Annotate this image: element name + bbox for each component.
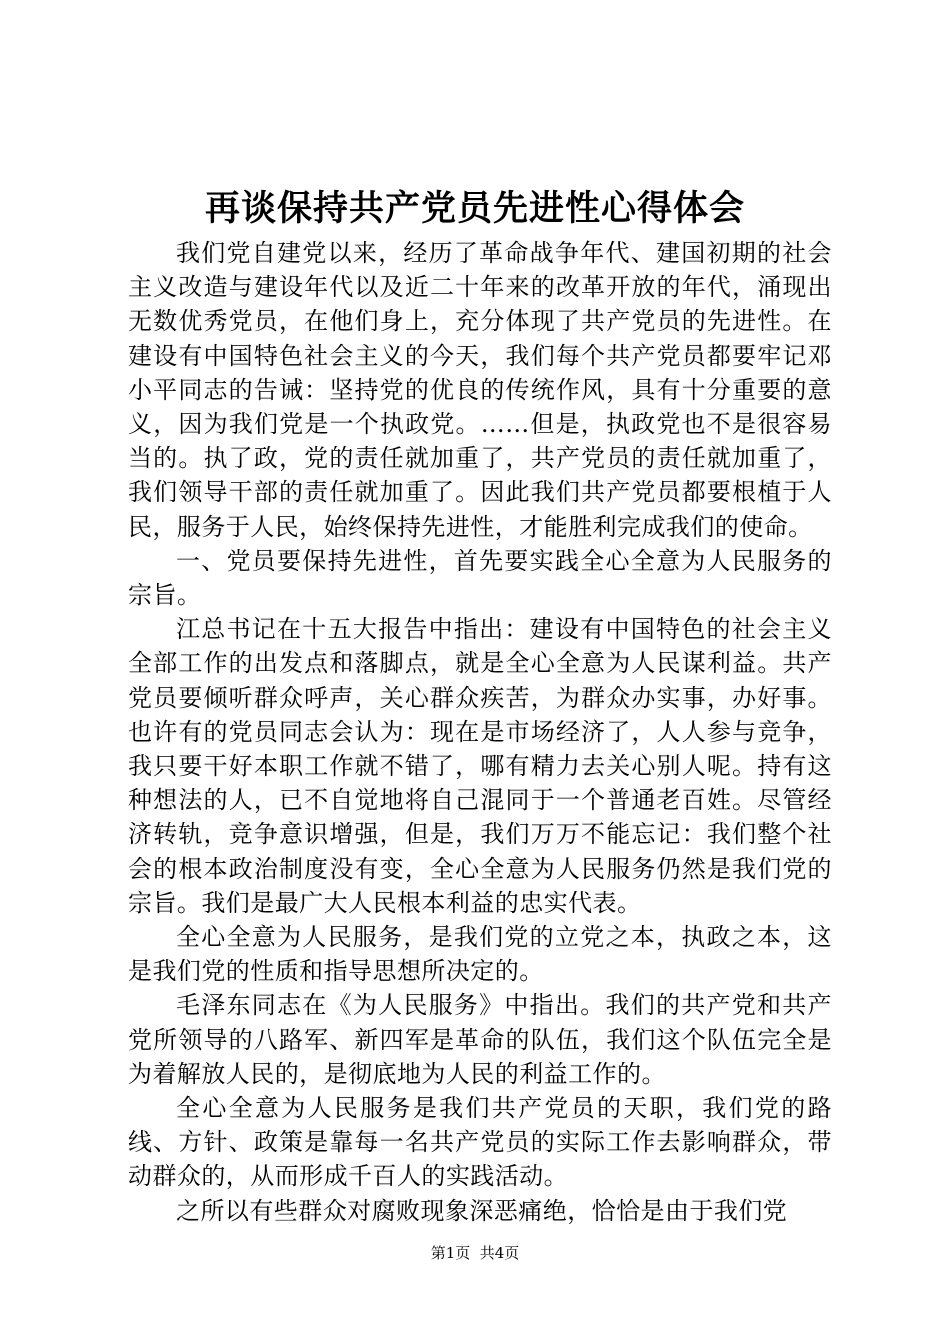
paragraph: 全心全意为人民服务，是我们党的立党之本，执政之本，这是我们党的性质和指导思想所决定的。 xyxy=(128,923,832,986)
paragraph: 之所以有些群众对腐败现象深恶痛绝，恰恰是由于我们党 xyxy=(176,1196,788,1225)
page-number-footer: 第1页 共4页 xyxy=(430,1244,520,1262)
document-title: 再谈保持共产党员先进性心得体会 xyxy=(204,188,745,229)
paragraph: 毛泽东同志在《为人民服务》中指出。我们的共产党和共产党所领导的八路军、新四军是革命的队伍，我们这个队伍完全是为着解放人民的，是彻底地为人民的利益工作的。 xyxy=(128,991,832,1088)
paragraph: 全心全意为人民服务是我们共产党员的天职，我们党的路线、方针、政策是靠每一名共产党员的实际工作去影响群众，带动群众的，从而形成千百人的实践活动。 xyxy=(128,1094,832,1191)
paragraph: 我们党自建党以来，经历了革命战争年代、建国初期的社会主义改造与建设年代以及近二十年来的改革开放的年代，涌现出无数优秀党员，在他们身上，充分体现了共产党员的先进性。在建设有中国特色社会主义的今天，我们每个共产党员都要牢记邓小平同志的告诫：坚持党的优良的传统作风，具有十分重要的意义，因为我们党是一个执政党。……但是，执政党也不是很容易当的。执了政，党的责任就加重了，共产党员的责任就加重了，我们领导干部的责任就加重了。因此我们共产党员都要根植于人民，服务于人民，始终保持先进性，才能胜利完成我们的使命。 xyxy=(128,239,832,541)
document-body xyxy=(128,236,832,1228)
paragraph: 江总书记在十五大报告中指出：建设有中国特色的社会主义全部工作的出发点和落脚点，就是全心全意为人民谋利益。共产党员要倾听群众呼声，关心群众疾苦，为群众办实事，办好事。也许有的党员同志会认为：现在是市场经济了，人人参与竞争，我只要干好本职工作就不错了，哪有精力去关心别人呢。持有这种想法的人，已不自觉地将自己混同于一个普通老百姓。尽管经济转轨，竞争意识增强，但是，我们万万不能忘记：我们整个社会的根本政治制度没有变，全心全意为人民服务仍然是我们党的宗旨。我们是最广大人民根本利益的忠实代表。 xyxy=(128,615,832,917)
section-heading: 一、党员要保持先进性，首先要实践全心全意为人民服务的宗旨。 xyxy=(128,546,832,610)
